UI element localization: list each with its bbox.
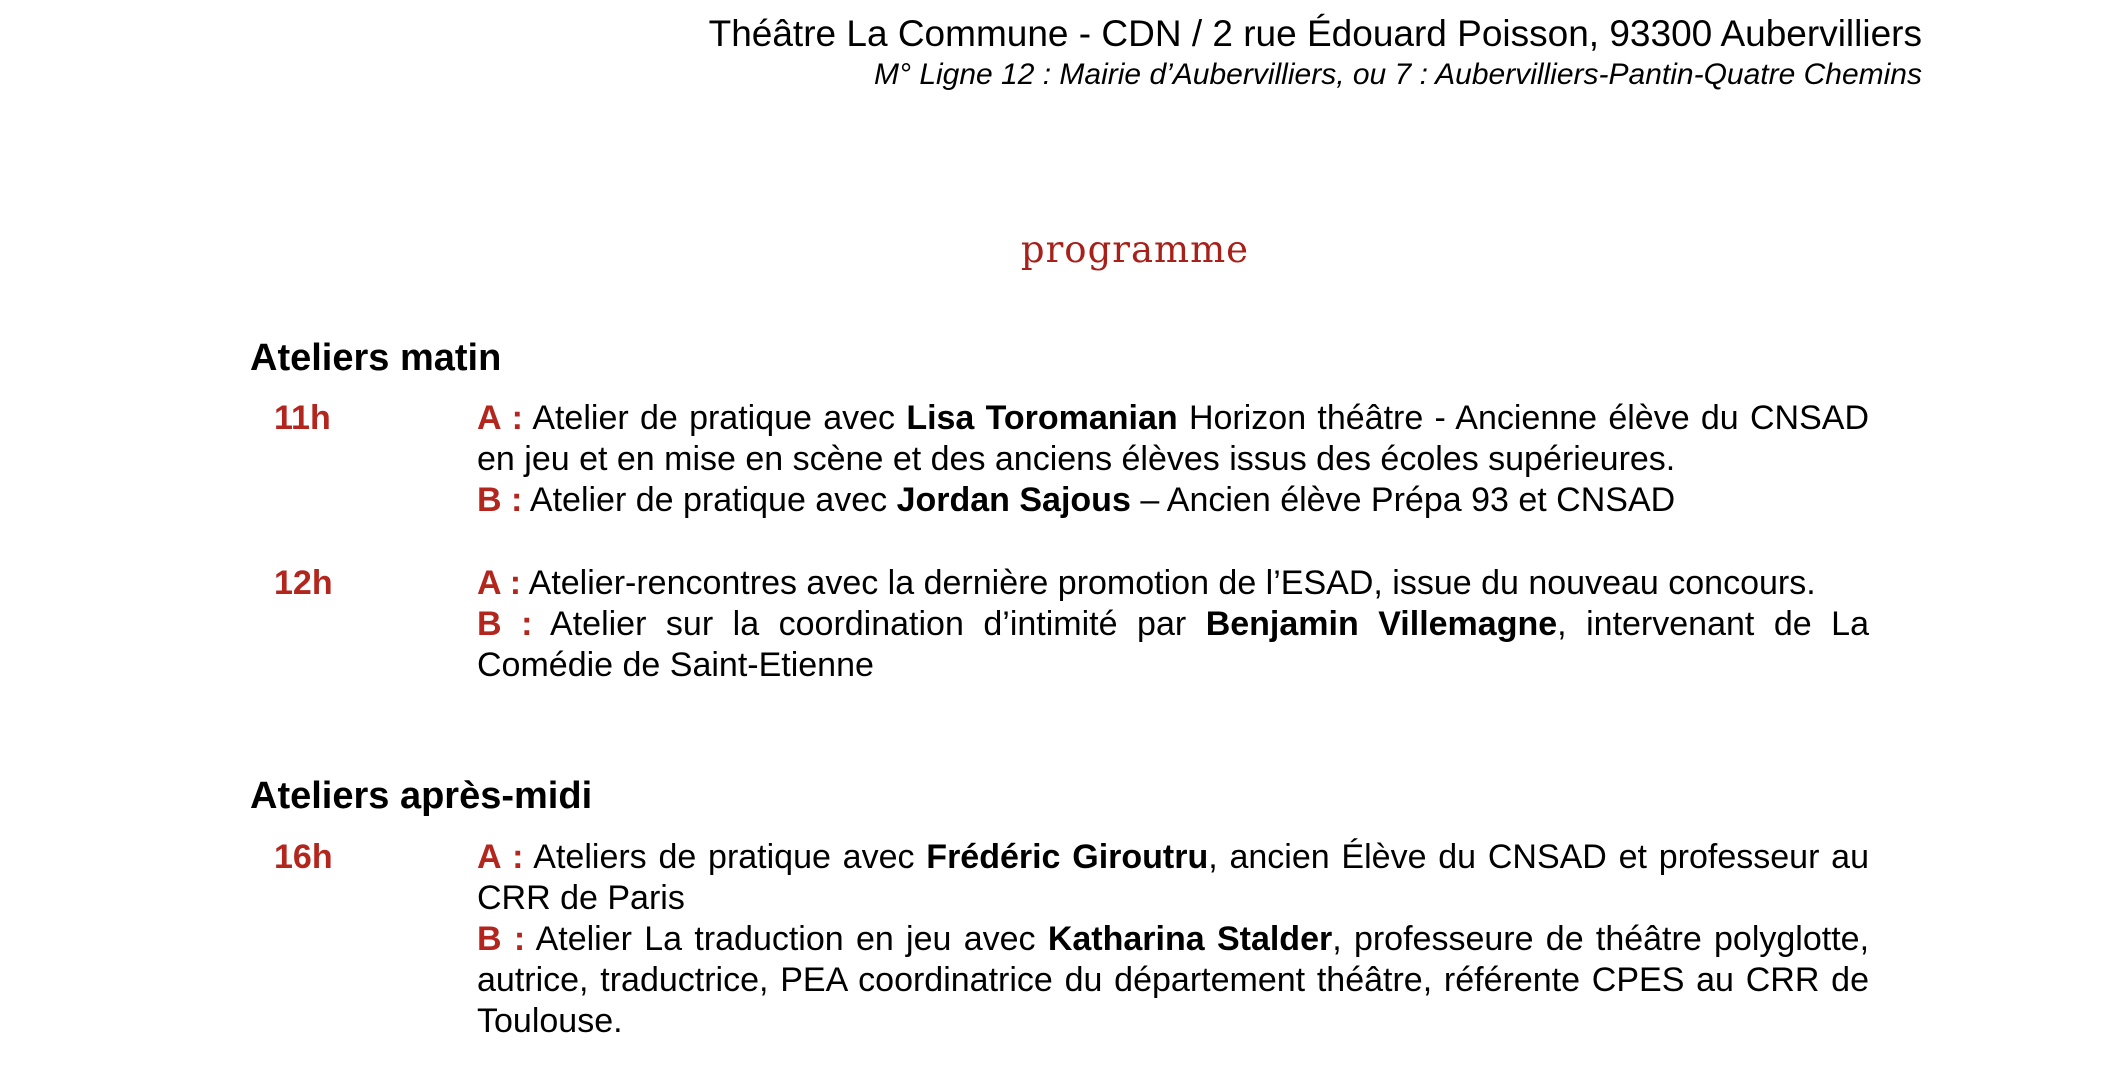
- workshop-letter: B :: [477, 605, 533, 643]
- section-heading-morning: Ateliers matin: [250, 337, 502, 379]
- workshop-text: – Ancien élève Prépa 93 et CNSAD: [1140, 481, 1676, 519]
- section-heading-afternoon: Ateliers après-midi: [250, 775, 593, 817]
- workshop-item: [477, 919, 1869, 1042]
- workshop-text: , intervenant de La Comédie de Saint-Etienne: [477, 605, 1869, 684]
- workshop-item: [477, 480, 1869, 521]
- metro-directions: M° Ligne 12 : Mairie d’Aubervilliers, ou 7 : Aubervilliers-Pantin-Quatre Chemins: [874, 58, 1922, 91]
- speaker-name: Jordan Sajous: [896, 481, 1131, 519]
- workshop-letter: B :: [477, 920, 526, 958]
- workshop-text: , ancien Élève du CNSAD et professeur au CRR de Paris: [477, 838, 1869, 917]
- workshop-text: Ateliers de pratique avec: [533, 838, 915, 876]
- workshop-slot: [477, 563, 1869, 686]
- workshop-text: Atelier-rencontres avec la dernière promotion de l’ESAD, issue du nouveau concours.: [528, 564, 1816, 602]
- address-line: Théâtre La Commune - CDN / 2 rue Édouard Poisson, 93300 Aubervilliers: [708, 13, 1922, 54]
- workshop-item: [477, 837, 1869, 919]
- workshop-slot: [477, 837, 1869, 1042]
- venue-address: [709, 10, 1922, 92]
- workshop-text: Atelier de pratique avec: [532, 399, 896, 437]
- speaker-name: Frédéric Giroutru: [926, 838, 1209, 876]
- time-label: 16h: [274, 838, 333, 876]
- workshop-text: Atelier sur la coordination d’intimité par: [550, 605, 1187, 643]
- workshop-letter: A :: [477, 838, 524, 876]
- workshop-text: Atelier La traduction en jeu avec: [535, 920, 1036, 958]
- speaker-name: Lisa Toromanian: [906, 399, 1178, 437]
- workshop-letter: B :: [477, 481, 523, 519]
- page-title: programme: [1020, 228, 1250, 271]
- workshop-item: [477, 604, 1869, 686]
- workshop-item: [477, 398, 1869, 480]
- workshop-text: , professeure de théâtre polyglotte, autrice, traductrice, PEA coordinatrice du département théâtre, référente CPES au CRR de Toulouse.: [477, 920, 1870, 1040]
- workshop-letter: A :: [477, 564, 522, 602]
- workshop-text: Horizon théâtre - Ancienne élève du CNSAD en jeu et en mise en scène et des anciens élèves issus des écoles supérieures.: [477, 399, 1869, 478]
- workshop-text: Atelier de pratique avec: [529, 481, 888, 519]
- time-label: 11h: [274, 399, 331, 437]
- speaker-name: Katharina Stalder: [1047, 920, 1333, 958]
- speaker-name: Benjamin Villemagne: [1205, 605, 1558, 643]
- workshop-slot: [477, 398, 1869, 521]
- workshop-letter: A :: [477, 399, 523, 437]
- workshop-item: [477, 563, 1869, 604]
- time-label: 12h: [274, 564, 333, 602]
